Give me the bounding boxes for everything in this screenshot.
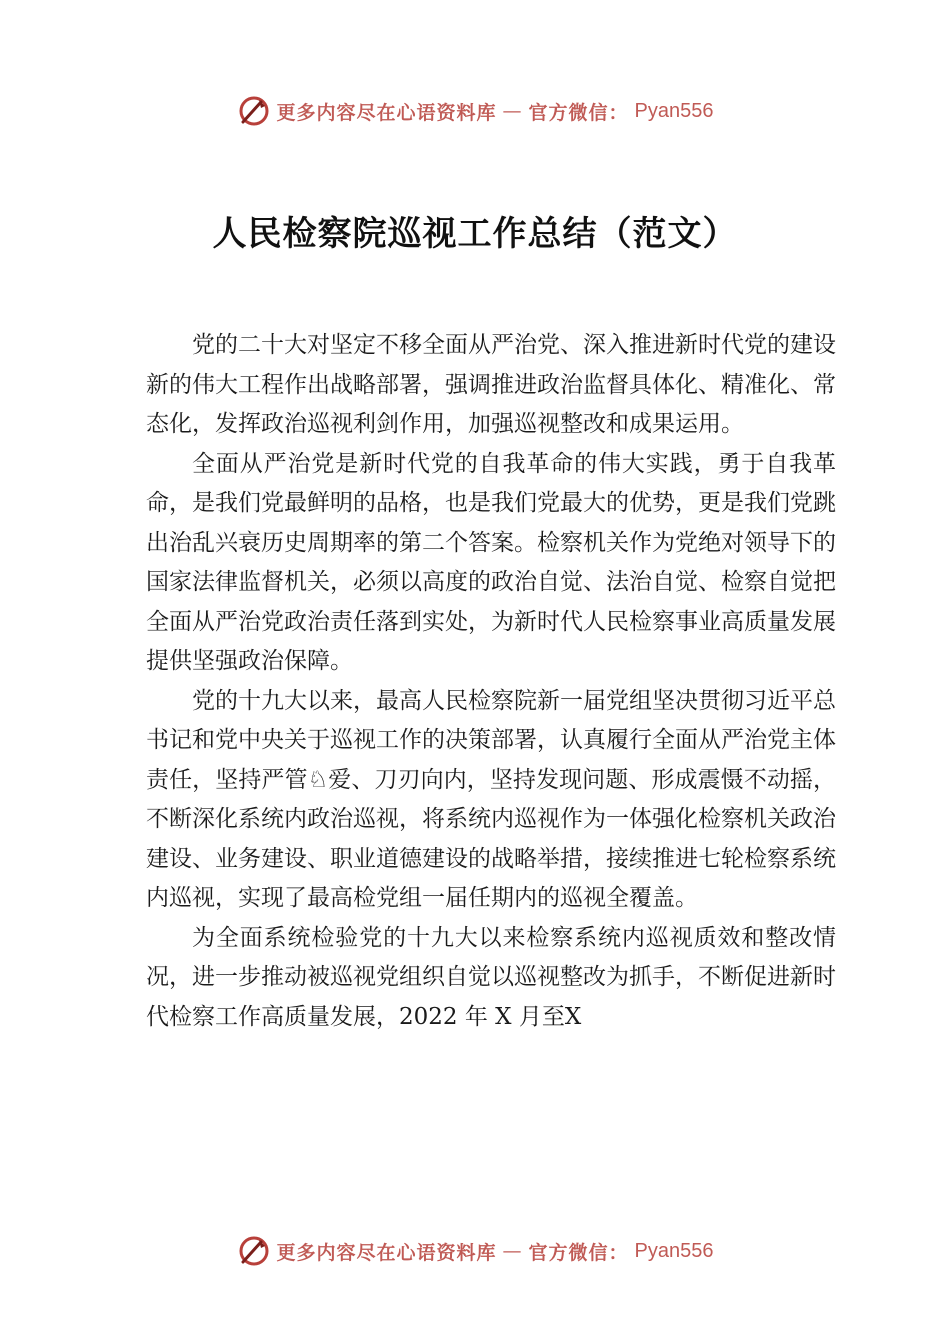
header-banner bbox=[0, 94, 950, 128]
paragraph: 党的二十大对坚定不移全面从严治党、深入推进新时代党的建设新的伟大工程作出战略部署，强调推进政治监督具体化、精准化、常态化，发挥政治巡视利剑作用，加强巡视整改和成果运用。 bbox=[146, 332, 836, 437]
document-title: 人民检察院巡视工作总结（范文） bbox=[212, 214, 738, 254]
brand-logo-icon bbox=[237, 94, 271, 128]
banner-wechat-label: 官方微信： bbox=[528, 101, 629, 124]
banner-separator: — bbox=[502, 100, 523, 122]
paragraph: 全面从严治党是新时代党的自我革命的伟大实践，勇于自我革命，是我们党最鲜明的品格，也是我们党最大的优势，更是我们党跳出治乱兴衰历史周期率的第二个答案。检察机关作为党绝对领导下的国家法律监督机关，必须以高度的政治自觉、法治自觉、检察自觉把全面从严治党政治责任落到实处，为新时代人民检察事业高质量发展提供坚强政治保障。 bbox=[146, 450, 836, 674]
paragraph: 为全面系统检验党的十九大以来检察系统内巡视质效和整改情况，进一步推动被巡视党组织自觉以巡视整改为抓手，不断促进新时代检察工作高质量发展，2022 年 X 月至X bbox=[146, 924, 836, 1030]
document-body bbox=[146, 326, 836, 1037]
paragraph: 党的十九大以来，最高人民检察院新一届党组坚决贯彻习近平总书记和党中央关于巡视工作的决策部署，认真履行全面从严治党主体责任，坚持严管♘爱、刀刃向内，坚持发现问题、形成震慑不动摇，不断深化系统内政治巡视，将系统内巡视作为一体强化检察机关政治建设、业务建设、职业道德建设的战略举措，接续推进七轮检察系统内巡视，实现了最高检党组一届任期内的巡视全覆盖。 bbox=[146, 687, 836, 911]
footer-banner bbox=[0, 1234, 950, 1268]
banner-brand-text: 更多内容尽在心语资料库 bbox=[276, 101, 497, 124]
banner-brand-text: 更多内容尽在心语资料库 bbox=[276, 1241, 497, 1264]
banner-separator: — bbox=[502, 1240, 523, 1262]
banner-wechat-id: Pyan556 bbox=[634, 99, 714, 122]
banner-wechat-id: Pyan556 bbox=[634, 1239, 714, 1262]
banner-wechat-label: 官方微信： bbox=[528, 1241, 629, 1264]
brand-logo-icon bbox=[237, 1234, 271, 1268]
